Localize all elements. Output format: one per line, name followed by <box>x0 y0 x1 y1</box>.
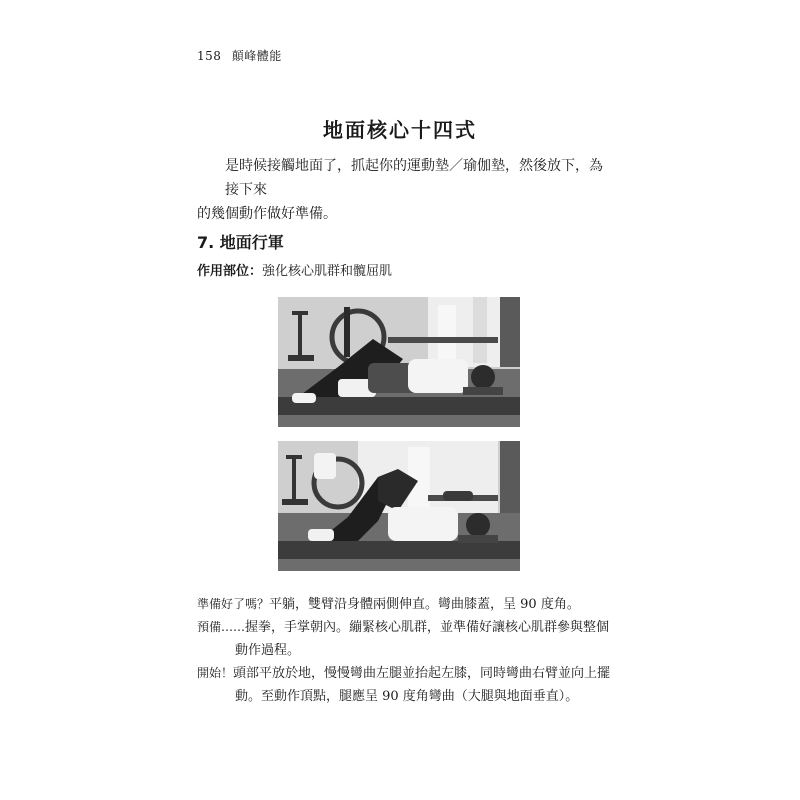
effect-label: 作用部位： <box>197 264 263 279</box>
step-start-text: 頭部平放於地，慢慢彎曲左腿並抬起左膝，同時彎曲右臂並向上擺 <box>233 666 611 681</box>
exercise-heading: 7. 地面行軍 <box>197 233 284 252</box>
step-ready <box>197 593 617 616</box>
exercise-photo-start <box>278 297 520 427</box>
step-ready-label: 準備好了嗎？ <box>197 597 270 611</box>
effect-text: 強化核心肌群和髖屈肌 <box>262 264 393 279</box>
section-title: 地面核心十四式 <box>323 118 477 142</box>
intro-line-1: 是時候接觸地面了，抓起你的運動墊／瑜伽墊，然後放下，為接下來 <box>225 158 603 198</box>
exercise-photo-knee-raise <box>278 441 520 571</box>
step-prep <box>197 616 617 639</box>
step-prep-text: 握拳，手掌朝內。繃緊核心肌群，並準備好讓核心肌群參與整個 <box>245 620 610 635</box>
book-title: 顛峰體能 <box>231 49 282 63</box>
step-prep-continued: 動作過程。 <box>235 643 301 658</box>
step-prep-label: 預備…… <box>197 620 246 634</box>
effect-line <box>197 260 392 279</box>
step-ready-text: 平躺，雙臂沿身體兩側伸直。彎曲膝蓋，呈 90 度角。 <box>269 597 580 612</box>
instruction-steps <box>197 593 617 708</box>
intro-paragraph <box>197 154 607 226</box>
step-start-label: 開始！ <box>197 666 234 680</box>
running-header <box>197 47 282 64</box>
step-start-continued: 動。至動作頂點，腿應呈 90 度角彎曲（大腿與地面垂直）。 <box>235 689 579 704</box>
step-start <box>197 662 617 685</box>
intro-line-2: 的幾個動作做好準備。 <box>197 206 337 222</box>
page-number: 158 <box>197 49 222 63</box>
